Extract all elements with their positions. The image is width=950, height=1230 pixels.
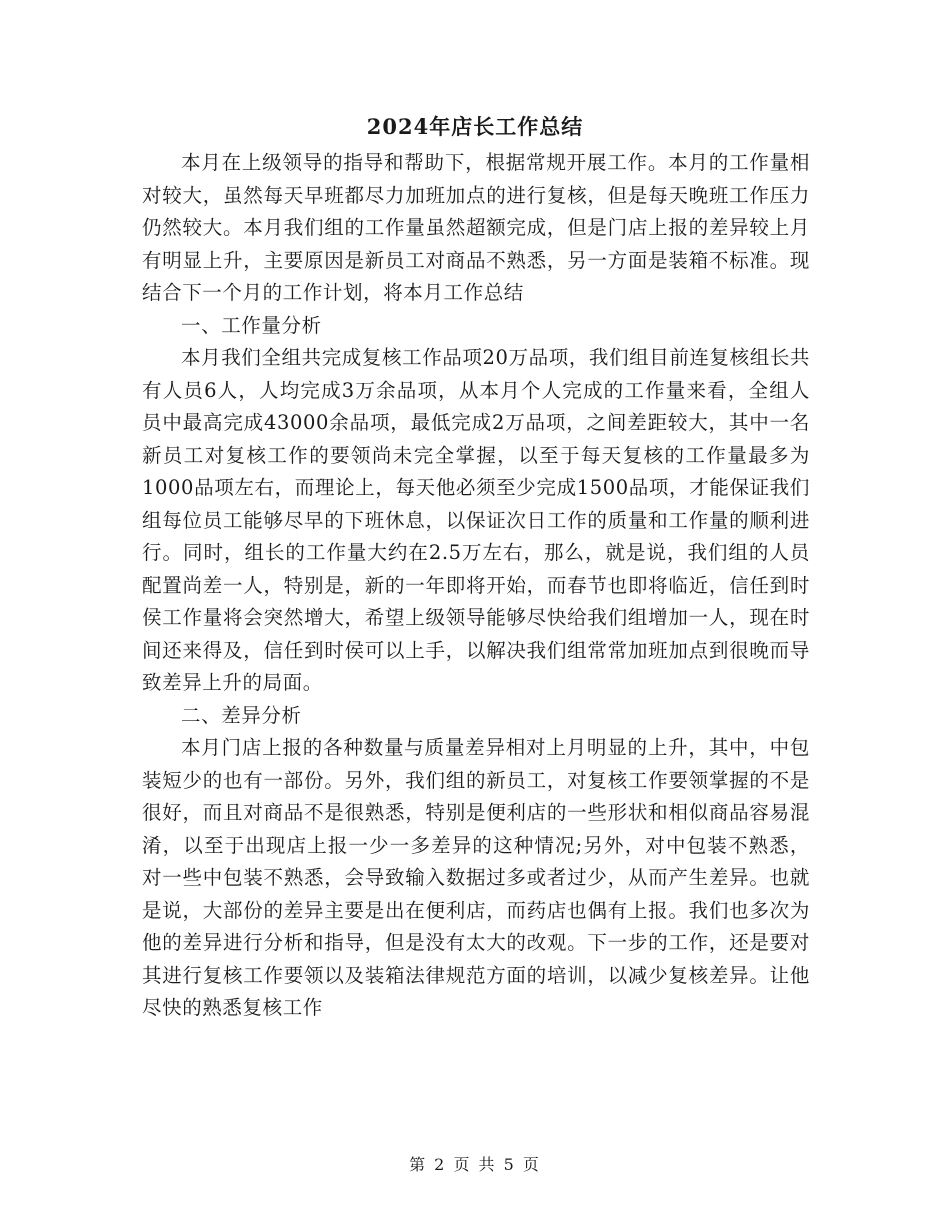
paragraph-intro: 本月在上级领导的指导和帮助下，根据常规开展工作。本月的工作量相对较大，虽然每天早班都尽力加班加点的进行复核，但是每天晚班工作压力仍然较大。本月我们组的工作量虽然超额完成，但是门店上报的差异较上月有明显上升，主要原因是新员工对商品不熟悉，另一方面是装箱不标准。现结合下一个月的工作计划，将本月工作总结 bbox=[142, 151, 810, 304]
paragraph-discrepancy: 本月门店上报的各种数量与质量差异相对上月明显的上升，其中，中包装短少的也有一部份。另外，我们组的新员工，对复核工作要领掌握的不是很好，而且对商品不是很熟悉，特别是便利店的一些形状和相似商品容易混淆，以至于出现店上报一少一多差异的这种情况;另外，对中包装不熟悉，对一些中包装不熟悉，会导致输入数据过多或者过少，从而产生差异。也就是说，大部份的差异主要是出在便利店，而药店也偶有上报。我们也多次为他的差异进行分析和指导，但是没有太大的改观。下一步的工作，还是要对其进行复核工作要领以及装箱法律规范方面的培训，以减少复核差异。让他尽快的熟悉复核工作 bbox=[142, 736, 810, 1019]
paragraph-workload: 本月我们全组共完成复核工作品项20万品项，我们组目前连复核组长共有人员6人，人均完成3万余品项，从本月个人完成的工作量来看，全组人员中最高完成43000余品项，最低完成2万品项，之间差距较大，其中一名新员工对复核工作的要领尚未完全掌握，以至于每天复核的工作量最多为1000品项左右，而理论上，每天他必须至少完成1500品项，才能保证我们组每位员工能够尽早的下班休息，以保证次日工作的质量和工作量的顺利进行。同时，组长的工作量大约在2.5万左右，那么，就是说，我们组的人员配置尚差一人，特别是，新的一年即将开始，而春节也即将临近，信任到时侯工作量将会突然增大，希望上级领导能够尽快给我们组增加一人，现在时间还来得及，信任到时侯可以上手，以解决我们组常常加班加点到很晚而导致差异上升的局面。 bbox=[142, 346, 811, 694]
document-body bbox=[142, 147, 810, 1025]
page-number-footer: 第 2 页 共 5 页 bbox=[409, 1155, 541, 1174]
document-title: 2024年店长工作总结 bbox=[366, 114, 584, 139]
section-heading-workload: 一、工作量分析 bbox=[181, 313, 322, 337]
section-heading-discrepancy: 二、差异分析 bbox=[181, 703, 302, 727]
